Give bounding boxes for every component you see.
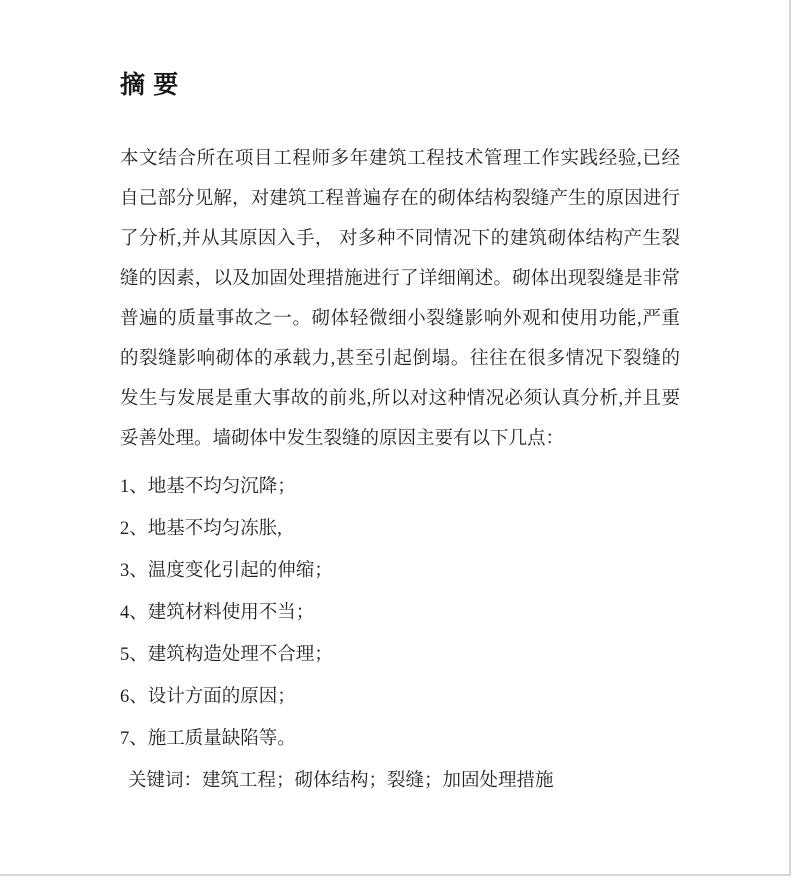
paragraph-line: 妥善处理。墙砌体中发生裂缝的原因主要有以下几点：: [120, 429, 565, 449]
paragraph-line: 普遍的质量事故之一。砌体轻微细小裂缝影响外观和使用功能,严重: [120, 309, 680, 329]
list-item: 7、施工质量缺陷等。: [120, 729, 296, 749]
list-item: 1、地基不均匀沉降；: [120, 477, 296, 497]
list-item: 6、设计方面的原因；: [120, 687, 296, 707]
keywords-line: 关键词：建筑工程；砌体结构；裂缝；加固处理措施: [128, 771, 554, 791]
abstract-title: 摘 要: [120, 72, 180, 99]
list-item: 4、建筑材料使用不当；: [120, 603, 315, 623]
list-item: 2、地基不均匀冻胀,: [120, 519, 282, 539]
list-item: 5、建筑构造处理不合理；: [120, 645, 333, 665]
paragraph-line: 了分析,并从其原因入手， 对多种不同情况下的建筑砌体结构产生裂: [120, 229, 680, 249]
paragraph-line: 本文结合所在项目工程师多年建筑工程技术管理工作实践经验,已经: [120, 149, 680, 169]
paragraph-line: 自己部分见解，对建筑工程普遍存在的砌体结构裂缝产生的原因进行: [120, 189, 680, 209]
paragraph-line: 缝的因素，以及加固处理措施进行了详细阐述。砌体出现裂缝是非常: [120, 269, 680, 289]
paragraph-line: 发生与发展是重大事故的前兆,所以对这种情况必须认真分析,并且要: [120, 389, 680, 409]
paragraph-line: 的裂缝影响砌体的承载力,甚至引起倒塌。往往在很多情况下裂缝的: [120, 349, 680, 369]
list-item: 3、温度变化引起的伸缩；: [120, 561, 333, 581]
crack-cause-list: [120, 466, 720, 760]
abstract-paragraph: [120, 139, 680, 459]
